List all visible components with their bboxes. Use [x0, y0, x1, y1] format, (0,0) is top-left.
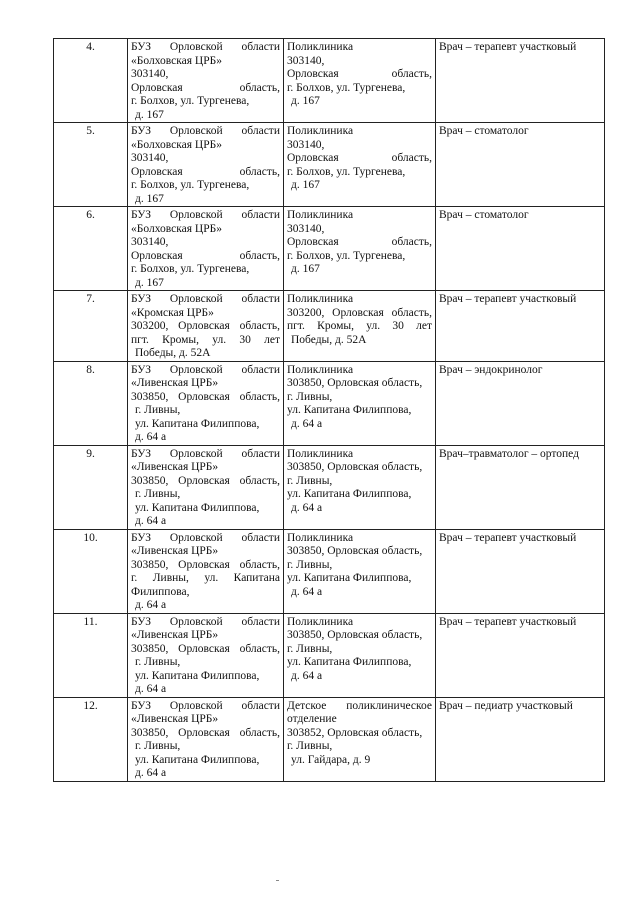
table-row [54, 361, 605, 445]
organization-cell [128, 361, 284, 445]
position-cell [436, 207, 605, 291]
organization-line: БУЗ Орловской области [131, 615, 280, 628]
row-number: 10. [54, 529, 128, 613]
workplace-cell [284, 445, 436, 529]
workplace-line: 303850, Орловская область, [287, 545, 423, 557]
organization-line: г. Ливны, [135, 404, 181, 416]
workplace-cell [284, 697, 436, 781]
workplace-cell [284, 529, 436, 613]
workplace-line: 303140, [287, 222, 325, 235]
row-number: 6. [54, 207, 128, 291]
workplace-line: д. 64 а [291, 585, 323, 598]
position-cell [436, 529, 605, 613]
organization-cell [128, 697, 284, 781]
workplace-line: 303200, Орловская область, [287, 306, 432, 319]
workplace-line: отделение [287, 713, 337, 725]
position-title: Врач – стоматолог [439, 209, 529, 221]
workplace-line: Поликлиника [287, 293, 354, 305]
organization-cell [128, 39, 284, 123]
table-row [54, 207, 605, 291]
organization-line: Филиппова, [131, 585, 190, 598]
organization-cell [128, 291, 284, 362]
workplace-line: Поликлиника [287, 615, 354, 628]
position-title: Врач – терапевт участковый [439, 293, 577, 305]
organization-line: 303850, Орловская область, [131, 642, 280, 655]
workplace-cell [284, 613, 436, 697]
organization-line: БУЗ Орловской области [131, 447, 280, 460]
workplace-line: Орловская область, [287, 152, 432, 164]
workplace-line: Орловская область, [287, 68, 432, 80]
organization-line: д. 167 [135, 108, 164, 121]
organization-line: БУЗ Орловской области [131, 125, 280, 137]
organization-line: «Болховская ЦРБ» [131, 54, 222, 67]
workplace-line: Поликлиника [287, 363, 354, 376]
workplace-line: Поликлиника [287, 209, 354, 221]
scan-mark [276, 880, 279, 881]
organization-line: «Кромская ЦРБ» [131, 306, 214, 319]
workplace-line: ул. Капитана Филиппова, [287, 572, 412, 584]
workplace-line: Поликлиника [287, 447, 354, 460]
organization-line: БУЗ Орловской области [131, 699, 280, 712]
position-cell [436, 445, 605, 529]
organization-line: «Ливенская ЦРБ» [131, 713, 219, 725]
row-number: 4. [54, 39, 128, 123]
position-title: Врач–травматолог – ортопед [439, 447, 579, 460]
vacancy-table [53, 38, 605, 782]
workplace-line: 303850, Орловская область, [287, 377, 423, 389]
organization-line: д. 167 [135, 192, 164, 205]
organization-line: 303850, Орловская область, [131, 390, 280, 403]
workplace-line: Поликлиника [287, 531, 354, 544]
organization-line: ул. Капитана Филиппова, [135, 753, 260, 766]
organization-line: д. 64 а [135, 767, 167, 779]
workplace-line: д. 64 а [291, 417, 323, 430]
position-cell [436, 613, 605, 697]
organization-cell [128, 529, 284, 613]
table-row [54, 291, 605, 362]
workplace-line: Поликлиника [287, 41, 354, 53]
organization-line: г. Ливны, [135, 488, 181, 500]
workplace-line: ул. Капитана Филиппова, [287, 404, 412, 416]
organization-line: Орловская область, [131, 249, 280, 262]
workplace-line: д. 167 [291, 263, 320, 275]
row-number: 9. [54, 445, 128, 529]
organization-line: г. Болхов, ул. Тургенева, [131, 263, 250, 275]
position-title: Врач – терапевт участковый [439, 41, 577, 53]
position-title: Врач – педиатр участковый [439, 699, 573, 712]
workplace-line: 303850, Орловская область, [287, 461, 423, 473]
organization-line: д. 64 а [135, 431, 167, 443]
organization-line: ул. Капитана Филиппова, [135, 417, 260, 430]
workplace-line: 303850, Орловская область, [287, 629, 423, 641]
position-title: Врач – терапевт участковый [439, 531, 577, 544]
organization-line: ул. Капитана Филиппова, [135, 669, 260, 682]
workplace-cell [284, 291, 436, 362]
workplace-line: 303852, Орловская область, [287, 726, 423, 739]
organization-line: Орловская область, [131, 81, 280, 94]
organization-line: д. 64 а [135, 683, 167, 695]
workplace-line: г. Болхов, ул. Тургенева, [287, 249, 406, 262]
organization-cell [128, 613, 284, 697]
workplace-line: д. 167 [291, 95, 320, 107]
workplace-line: 303140, [287, 138, 325, 151]
workplace-line: Победы, д. 52А [291, 333, 367, 346]
organization-line: Победы, д. 52А [135, 347, 211, 359]
table-row [54, 39, 605, 123]
workplace-line: г. Ливны, [287, 740, 333, 752]
table-row [54, 445, 605, 529]
position-cell [436, 361, 605, 445]
organization-line: 303850, Орловская область, [131, 474, 280, 487]
organization-line: г. Ливны, ул. Капитана [131, 572, 280, 584]
workplace-line: г. Ливны, [287, 642, 333, 655]
table-row [54, 529, 605, 613]
row-number: 11. [54, 613, 128, 697]
row-number: 7. [54, 291, 128, 362]
organization-line: «Ливенская ЦРБ» [131, 461, 219, 473]
table-row [54, 613, 605, 697]
row-number: 8. [54, 361, 128, 445]
position-cell [436, 291, 605, 362]
organization-line: 303850, Орловская область, [131, 558, 280, 571]
workplace-line: ул. Капитана Филиппова, [287, 656, 412, 668]
organization-line: г. Болхов, ул. Тургенева, [131, 179, 250, 191]
row-number: 5. [54, 123, 128, 207]
position-title: Врач – эндокринолог [439, 363, 543, 376]
workplace-line: д. 64 а [291, 669, 323, 682]
organization-line: Орловская область, [131, 165, 280, 178]
position-cell [436, 697, 605, 781]
organization-line: ул. Капитана Филиппова, [135, 501, 260, 514]
table-body [54, 39, 605, 782]
organization-line: «Ливенская ЦРБ» [131, 629, 219, 641]
workplace-line: 303140, [287, 54, 325, 67]
workplace-line: г. Ливны, [287, 474, 333, 487]
position-title: Врач – стоматолог [439, 125, 529, 137]
organization-line: БУЗ Орловской области [131, 41, 280, 53]
organization-line: БУЗ Орловской области [131, 363, 280, 376]
organization-line: 303140, [131, 236, 169, 248]
organization-line: д. 64 а [135, 599, 167, 611]
workplace-line: Орловская область, [287, 236, 432, 248]
organization-line: «Болховская ЦРБ» [131, 138, 222, 151]
workplace-line: ул. Гайдара, д. 9 [291, 753, 371, 766]
table-row [54, 697, 605, 781]
workplace-line: ул. Капитана Филиппова, [287, 488, 412, 500]
workplace-cell [284, 123, 436, 207]
organization-line: г. Болхов, ул. Тургенева, [131, 95, 250, 107]
organization-line: 303140, [131, 68, 169, 80]
workplace-cell [284, 39, 436, 123]
position-cell [436, 39, 605, 123]
workplace-line: д. 64 а [291, 501, 323, 514]
position-title: Врач – терапевт участковый [439, 615, 577, 628]
row-number: 12. [54, 697, 128, 781]
organization-line: БУЗ Орловской области [131, 209, 280, 221]
organization-line: «Ливенская ЦРБ» [131, 545, 219, 557]
organization-line: БУЗ Орловской области [131, 531, 280, 544]
organization-line: д. 64 а [135, 515, 167, 527]
workplace-cell [284, 361, 436, 445]
organization-line: 303200, Орловская область, [131, 320, 280, 332]
organization-cell [128, 123, 284, 207]
workplace-line: г. Болхов, ул. Тургенева, [287, 81, 406, 94]
workplace-line: Поликлиника [287, 125, 354, 137]
workplace-line: д. 167 [291, 179, 320, 191]
organization-line: г. Ливны, [135, 656, 181, 668]
organization-line: «Ливенская ЦРБ» [131, 377, 219, 389]
workplace-line: г. Ливны, [287, 558, 333, 571]
workplace-cell [284, 207, 436, 291]
organization-cell [128, 445, 284, 529]
workplace-line: г. Ливны, [287, 390, 333, 403]
organization-line: БУЗ Орловской области [131, 293, 280, 305]
organization-line: г. Ливны, [135, 740, 181, 752]
organization-line: пгт. Кромы, ул. 30 лет [131, 333, 280, 346]
table-row [54, 123, 605, 207]
workplace-line: Детское поликлиническое [287, 699, 432, 712]
workplace-line: г. Болхов, ул. Тургенева, [287, 165, 406, 178]
organization-line: 303850, Орловская область, [131, 726, 280, 739]
organization-line: «Болховская ЦРБ» [131, 222, 222, 235]
position-cell [436, 123, 605, 207]
organization-line: 303140, [131, 152, 169, 164]
organization-cell [128, 207, 284, 291]
workplace-line: пгт. Кромы, ул. 30 лет [287, 320, 432, 332]
organization-line: д. 167 [135, 276, 164, 289]
